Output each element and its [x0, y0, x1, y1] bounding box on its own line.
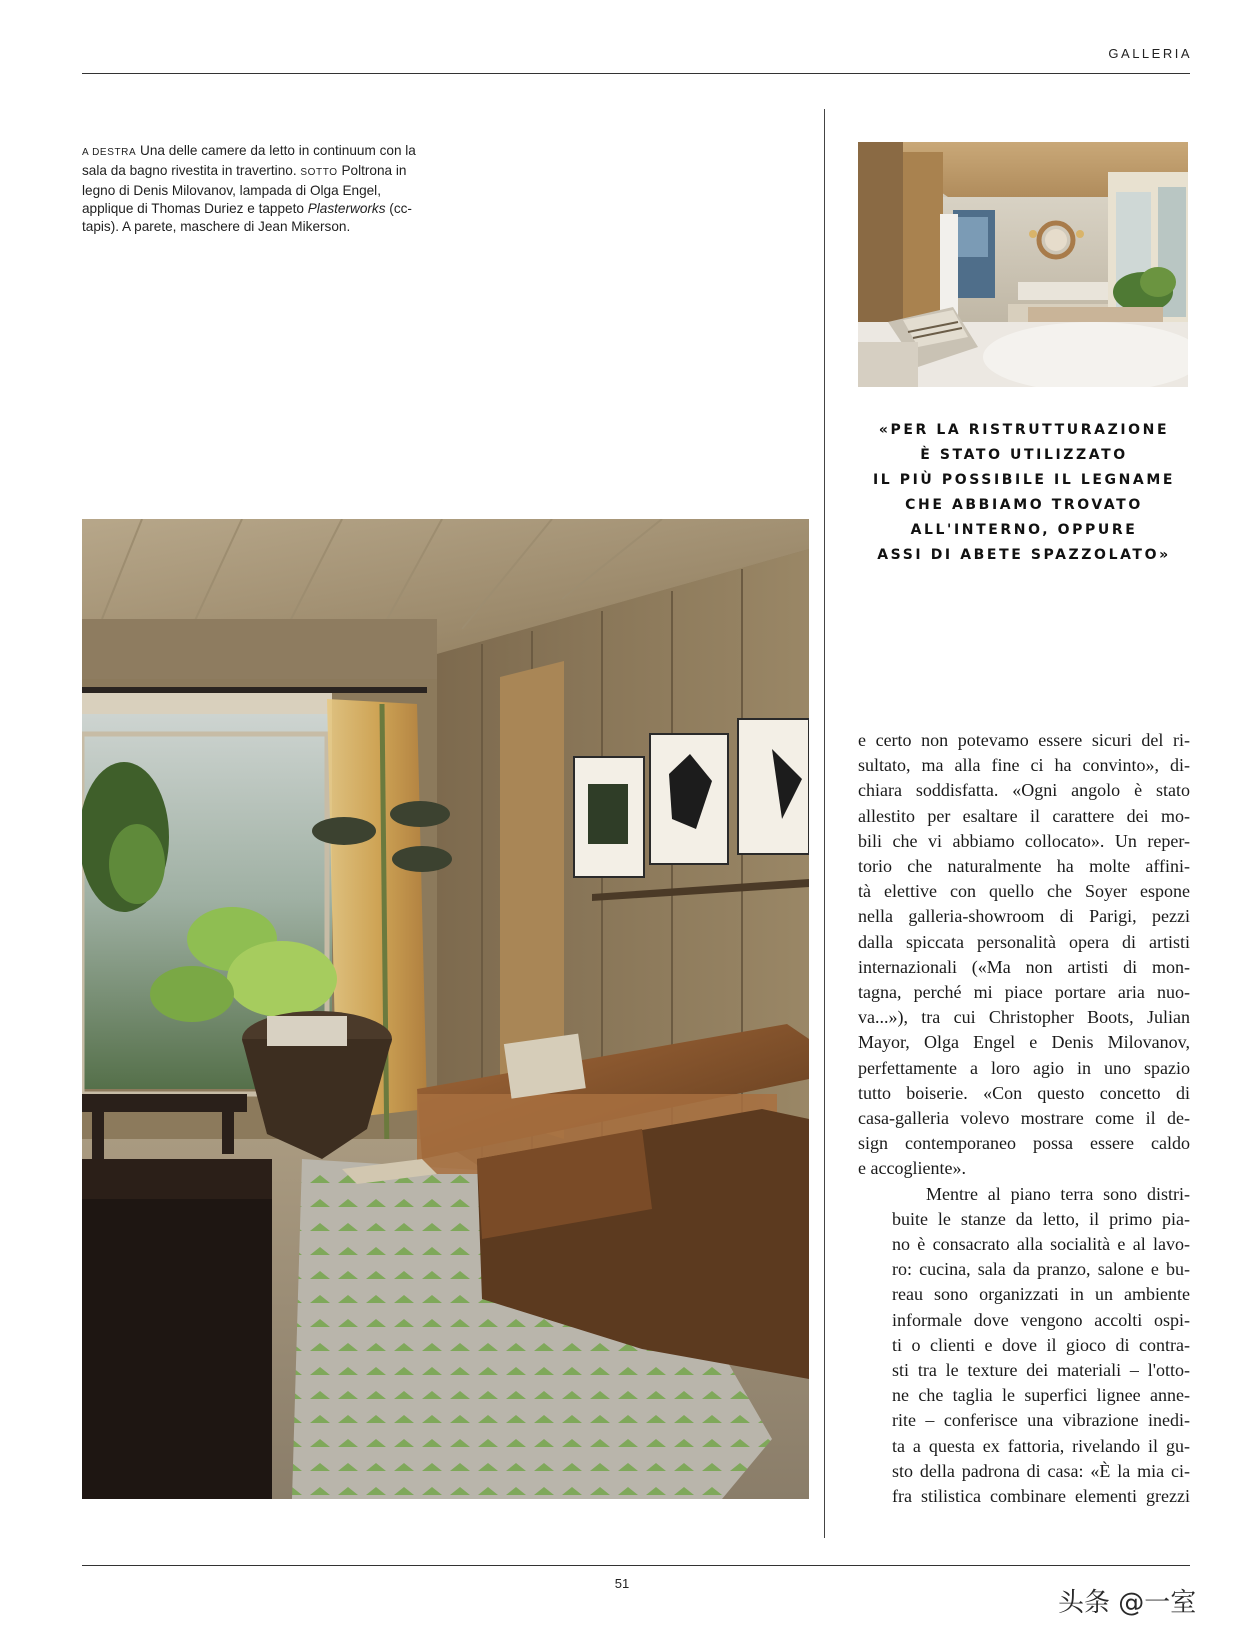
body-line: ta a questa ex fattoria, rivelando il gu- — [892, 1435, 1190, 1456]
caption-italic-title: Plasterworks — [307, 201, 386, 216]
pull-quote — [848, 418, 1200, 568]
body-line: ro: cucina, sala da pranzo, salone e bu- — [892, 1259, 1190, 1280]
body-paragraph-1 — [858, 728, 1190, 1182]
body-line: reau sono organizzati in un ambiente — [892, 1284, 1190, 1305]
photo-caption — [82, 142, 417, 236]
body-line: va...»), tra cui Christopher Boots, Julian — [858, 1007, 1190, 1028]
body-line: nella galleria-showroom di Parigi, pezzi — [858, 906, 1190, 927]
body-line: tutto boiserie. «Con questo concetto di — [858, 1082, 1190, 1103]
body-line: Mayor, Olga Engel e Denis Milovanov, — [858, 1032, 1190, 1053]
body-line: tagna, perché mi piace portare aria nuo- — [858, 982, 1190, 1003]
body-line: dalla spiccata personalità opera di artisti — [858, 931, 1190, 952]
body-line: fra stilistica combinare elementi grezzi — [892, 1486, 1190, 1507]
body-line: ne che taglia le superfici lignee anne- — [892, 1385, 1190, 1406]
living-room-photo — [82, 519, 809, 1499]
body-line: sti tra le texture dei materiali – l'otto- — [892, 1360, 1190, 1381]
body-line: allestito per esaltare il carattere dei mo- — [858, 805, 1190, 826]
bedroom-photo-image — [858, 142, 1188, 387]
page-number: 51 — [614, 1576, 630, 1591]
pull-quote-line: ALL'INTERNO, OPPURE — [910, 522, 1138, 538]
pull-quote-line: IL PIÙ POSSIBILE IL LEGNAME — [872, 472, 1176, 488]
section-label: GALLERIA — [1108, 46, 1192, 61]
body-line: sign contemporaneo possa essere caldo — [858, 1133, 1190, 1154]
living-room-photo-image — [82, 519, 809, 1499]
caption-text-below-end: (cc-tapis). A parete, maschere di Jean Mikerson. — [82, 201, 412, 234]
body-line: buite le stanze da letto, il primo pia- — [892, 1208, 1190, 1229]
body-paragraph-2 — [858, 1182, 1190, 1510]
body-line: informale dove vengono accolti ospi- — [892, 1309, 1190, 1330]
body-line: casa-galleria volevo mostrare come il de- — [858, 1108, 1190, 1129]
body-line: internazionali («Ma non artisti di mon- — [858, 956, 1190, 977]
caption-label-right: A DESTRA — [82, 147, 137, 158]
body-line: e certo non potevamo essere sicuri del ri- — [858, 730, 1190, 750]
footer-rule — [82, 1565, 1190, 1566]
body-line: rite – conferisce una vibrazione inedi- — [892, 1410, 1190, 1431]
pull-quote-line: ASSI DI ABETE SPAZZOLATO» — [877, 547, 1171, 563]
body-line: bili che vi abbiamo collocato». Un reper- — [858, 830, 1190, 851]
header-rule — [82, 73, 1190, 74]
body-line: no è consacrato alla socialità e al lavo- — [892, 1234, 1190, 1255]
caption-text-below: Poltrona in legno di Denis Milovanov, lampada di Olga Engel, applique di Thomas Duriez e tappeto — [82, 163, 407, 216]
body-line: perfettamente a loro agio in uno spazio — [858, 1057, 1190, 1078]
caption-label-below: SOTTO — [300, 167, 338, 178]
body-line: sultato, ma alla fine ci ha convinto», di- — [858, 755, 1190, 776]
column-divider — [824, 109, 825, 1538]
body-line: ti o clienti e dove il gioco di contra- — [892, 1334, 1190, 1355]
body-line: Mentre al piano terra sono distri- — [926, 1183, 1190, 1204]
body-line: sto della padrona di casa: «È la mia ci- — [892, 1460, 1190, 1481]
caption-text-right: Una delle camere da letto in continuum con la sala da bagno rivestita in travertino. — [82, 143, 416, 178]
body-line: tà elettive con quello che Soyer espone — [858, 881, 1190, 902]
pull-quote-line: CHE ABBIAMO TROVATO — [905, 497, 1143, 513]
source-watermark: 头条 @一室 — [1058, 1588, 1197, 1618]
pull-quote-line: È STATO UTILIZZATO — [920, 447, 1128, 463]
pull-quote-line: «PER LA RISTRUTTURAZIONE — [878, 422, 1170, 438]
bedroom-photo — [858, 142, 1188, 387]
article-body — [858, 728, 1190, 1509]
body-line: e accogliente». — [858, 1158, 966, 1179]
body-line: chiara soddisfatta. «Ogni angolo è stato — [858, 780, 1190, 801]
body-line: torio che naturalmente ha molte affini- — [858, 856, 1190, 877]
